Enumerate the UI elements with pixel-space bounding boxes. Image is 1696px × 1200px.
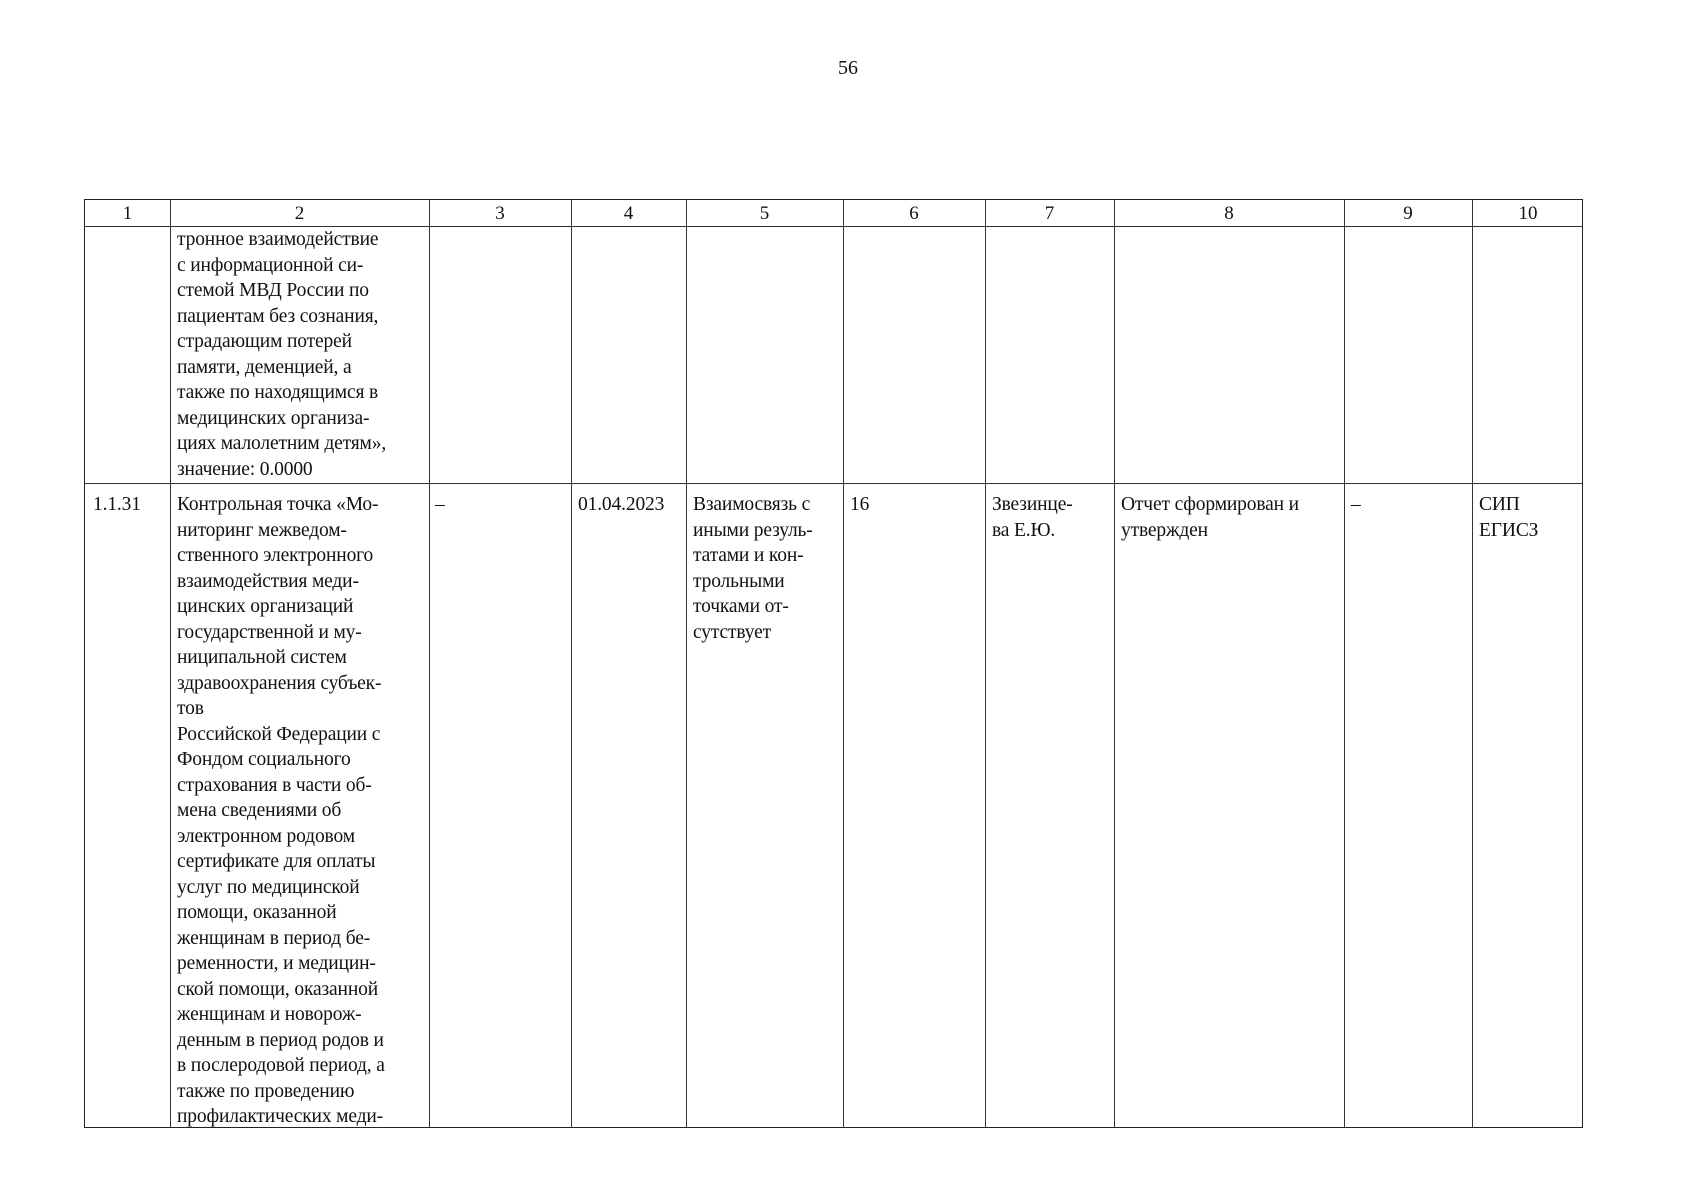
header-col-7: 7 <box>1044 203 1055 224</box>
header-col-8: 8 <box>1224 203 1234 224</box>
row2-responsible: Звезинце- ва Е.Ю. <box>992 494 1073 541</box>
column-divider <box>985 200 986 1127</box>
header-col-5: 5 <box>759 203 770 224</box>
column-divider <box>571 200 572 1127</box>
header-col-9: 9 <box>1403 203 1413 224</box>
header-col-6: 6 <box>909 203 919 224</box>
row2-col9: – <box>1351 494 1361 515</box>
row2-result: Отчет сформирован и утвержден <box>1121 494 1299 541</box>
row2-relation: Взаимосвязь с иными резуль- татами и кон- трольными точками от- сутствует <box>693 494 813 643</box>
column-divider <box>429 200 430 1127</box>
column-divider <box>170 200 171 1127</box>
row2-number: 1.1.31 <box>93 494 141 515</box>
header-col-3: 3 <box>495 203 505 224</box>
column-divider <box>843 200 844 1127</box>
header-col-1: 1 <box>122 203 133 224</box>
header-col-10: 10 <box>1518 203 1538 224</box>
row2-system: СИП ЕГИСЗ <box>1479 494 1539 541</box>
row2-date: 01.04.2023 <box>578 494 665 515</box>
row2-name: Контрольная точка «Мо- ниторинг межведом- ственного электронного взаимодействия меди- цинских организаций государственной и му- ниципальной систем здравоохранения субъек- тов Российской Федерации с Фондом социального страхования в части об- мена сведениями об электронном родовом сертификате для оплаты услуг по медицинской помощи, оказанной женщинам в период бе- ременности, и медицин- ской помощи, оказанной женщинам и новорож- денным в период родов и в послеродовой период, а также по проведению профилактических меди- <box>177 494 385 1127</box>
column-divider <box>1344 200 1345 1127</box>
header-col-2: 2 <box>294 203 305 224</box>
row-divider <box>85 483 1582 484</box>
column-divider <box>1472 200 1473 1127</box>
row2-col3: – <box>435 494 445 515</box>
column-divider <box>1114 200 1115 1127</box>
data-table <box>84 199 1583 1128</box>
row1-col2-text: тронное взаимодействие с информационной си- стемой МВД России по пациентам без сознания, страдающим потерей памяти, деменцией, а также по находящимся в медицинских организа- циях малолетним детям», значение: 0.0000 <box>177 229 387 480</box>
row2-col6: 16 <box>850 494 870 515</box>
column-divider <box>686 200 687 1127</box>
header-col-4: 4 <box>623 203 634 224</box>
page-number: 56 <box>838 57 858 79</box>
